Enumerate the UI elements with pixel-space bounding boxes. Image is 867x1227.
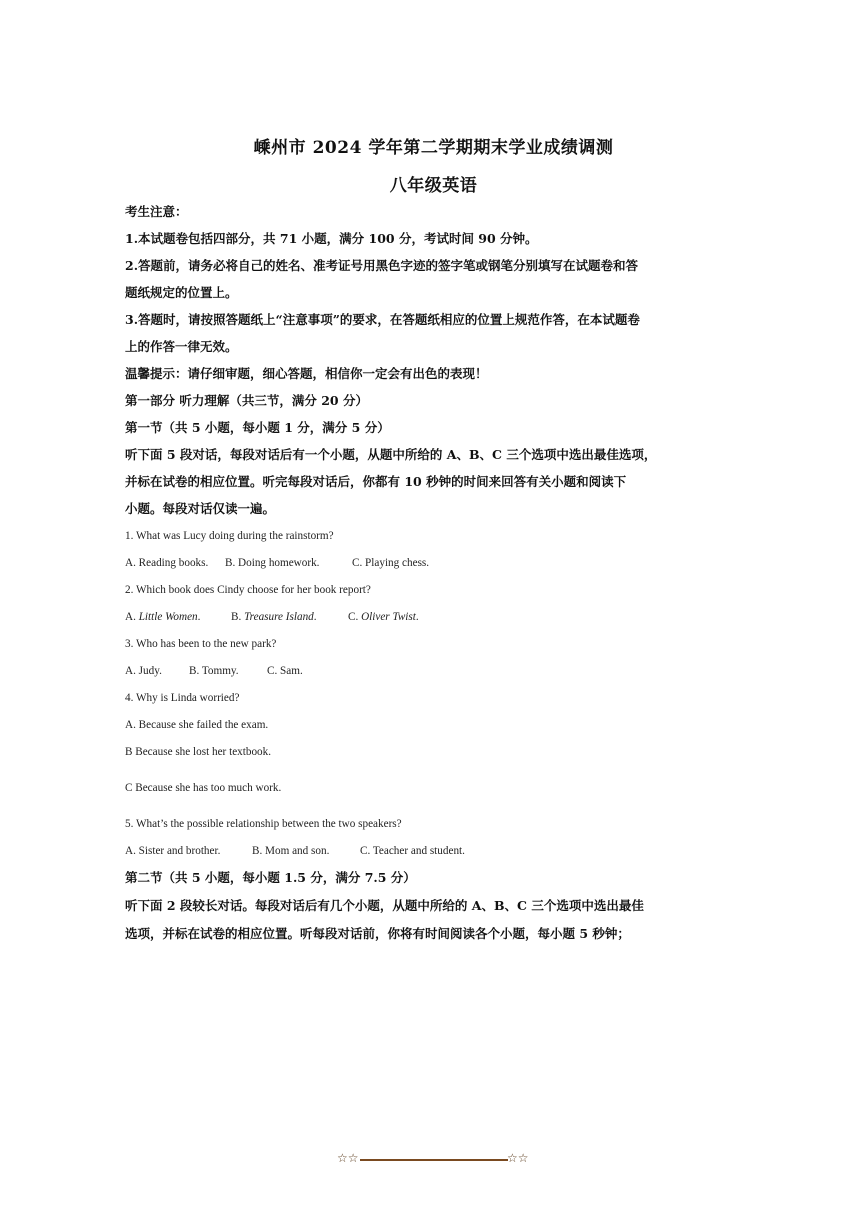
question-4: 4. Why is Linda worried? (125, 692, 240, 704)
option-b: B. Doing homework. (225, 557, 320, 569)
option-b-prefix: B. (231, 611, 245, 623)
question-3: 3. Who has been to the new park? (125, 638, 277, 650)
notice-tip: 温馨提示：请仔细审题，细心答题，相信你一定会有出色的表现！ (125, 366, 488, 381)
notice-item-3-line-2: 上的作答一律无效。 (125, 339, 238, 354)
option-c-suffix: . (415, 611, 419, 623)
option-c-prefix: C. (348, 611, 362, 623)
option-a: A. Judy. (125, 665, 162, 677)
option-b: B. Mom and son. (252, 845, 330, 857)
question-4-option-c: C Because she has too much work. (125, 782, 282, 794)
option-c: C. Sam. (267, 665, 303, 677)
question-2-options (125, 609, 419, 625)
section1-instruction-line-1: 听下面 5 段对话，每段对话后有一个小题，从题中所给的 A、B、C 三个选项中选出最佳选项， (125, 447, 657, 462)
question-1: 1. What was Lucy doing during the rainstorm? (125, 530, 334, 542)
notice-heading: 考生注意： (125, 204, 188, 219)
notice-item-1: 1.本试题卷包括四部分，共 71 小题，满分 100 分，考试时间 90 分钟。 (125, 231, 538, 246)
page-footer (0, 1151, 867, 1169)
section2-instruction-line-1: 听下面 2 段较长对话。每段对话后有几个小题，从题中所给的 A、B、C 三个选项中选出最佳 (125, 898, 644, 913)
option-a (125, 609, 231, 625)
option-a-suffix: . (197, 611, 201, 623)
exam-title: 嵊州市 2024 学年第二学期期末学业成绩调测 (253, 138, 614, 158)
option-b (231, 609, 348, 625)
section1-heading: 第一节（共 5 小题，每小题 1 分，满分 5 分） (125, 420, 390, 435)
footer-divider (360, 1159, 508, 1161)
notice-item-2-line-1: 2.答题前，请务必将自己的姓名、准考证号用黑色字迹的签字笔或钢笔分别填写在试题卷和答 (125, 258, 639, 273)
option-a-title: Little Women (138, 611, 198, 623)
footer-right-stars-icon: ☆☆ (507, 1151, 529, 1165)
notice-item-3-line-1: 3.答题时，请按照答题纸上“注意事项”的要求，在答题纸相应的位置上规范作答，在本试题卷 (125, 312, 640, 327)
section2-heading: 第二节（共 5 小题，每小题 1.5 分，满分 7.5 分） (125, 870, 416, 885)
section1-instruction-line-3: 小题。每段对话仅读一遍。 (125, 501, 276, 516)
question-2: 2. Which book does Cindy choose for her book report? (125, 584, 371, 596)
notice-item-2-line-2: 题纸规定的位置上。 (125, 285, 238, 300)
section2-instruction-line-2: 选项，并标在试卷的相应位置。听每段对话前，你将有时间阅读各个小题，每小题 5 秒钟； (125, 926, 630, 941)
option-c: C. Teacher and student. (360, 845, 465, 857)
question-4-option-b: B Because she lost her textbook. (125, 746, 272, 758)
question-5: 5. What’s the possible relationship between the two speakers? (125, 818, 402, 830)
option-c: C. Playing chess. (352, 557, 430, 569)
question-1-options (125, 555, 429, 571)
option-c-title: Oliver Twist (361, 611, 416, 623)
option-a: A. Sister and brother. (125, 845, 221, 857)
footer-left-stars-icon: ☆☆ (337, 1151, 359, 1165)
part1-heading: 第一部分 听力理解（共三节，满分 20 分） (125, 393, 368, 408)
option-b-title: Treasure Island (244, 611, 314, 623)
option-b: B. Tommy. (189, 665, 239, 677)
question-5-options (125, 843, 465, 859)
option-a: A. Reading books. (125, 557, 209, 569)
section1-instruction-line-2: 并标在试卷的相应位置。听完每段对话后，你都有 10 秒钟的时间来回答有关小题和阅读下 (125, 474, 627, 489)
option-a-prefix: A. (125, 611, 139, 623)
question-3-options (125, 663, 303, 679)
question-4-option-a: A. Because she failed the exam. (125, 719, 269, 731)
exam-subtitle: 八年级英语 (389, 176, 478, 196)
option-b-suffix: . (313, 611, 317, 623)
option-c (348, 609, 419, 625)
